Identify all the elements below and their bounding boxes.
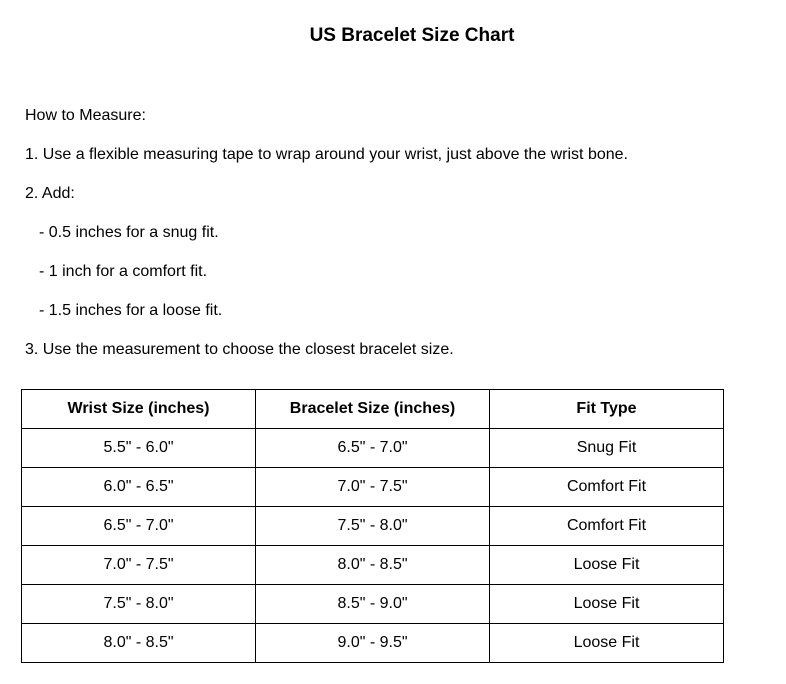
table-header-row: [22, 390, 724, 429]
fit-type-cell: Loose Fit: [490, 624, 724, 663]
add-item-comfort: - 1 inch for a comfort fit.: [39, 263, 208, 280]
fit-type-cell: Loose Fit: [490, 585, 724, 624]
bracelet-size-cell: 8.5" - 9.0": [256, 585, 490, 624]
table-row: [22, 429, 724, 468]
instruction-step-1: 1. Use a flexible measuring tape to wrap around your wrist, just above the wrist bone.: [25, 146, 628, 163]
column-header-bracelet-size: Bracelet Size (inches): [256, 390, 490, 429]
bracelet-size-table: [21, 389, 724, 663]
wrist-size-cell: 7.0" - 7.5": [22, 546, 256, 585]
fit-type-cell: Snug Fit: [490, 429, 724, 468]
wrist-size-cell: 5.5" - 6.0": [22, 429, 256, 468]
add-item-loose: - 1.5 inches for a loose fit.: [39, 302, 223, 319]
bracelet-size-cell: 9.0" - 9.5": [256, 624, 490, 663]
add-item-snug: - 0.5 inches for a snug fit.: [39, 224, 219, 241]
fit-type-cell: Comfort Fit: [490, 507, 724, 546]
instruction-step-2: 2. Add:: [25, 185, 75, 202]
wrist-size-cell: 8.0" - 8.5": [22, 624, 256, 663]
bracelet-size-cell: 7.5" - 8.0": [256, 507, 490, 546]
bracelet-size-cell: 6.5" - 7.0": [256, 429, 490, 468]
bracelet-size-cell: 8.0" - 8.5": [256, 546, 490, 585]
table-row: [22, 624, 724, 663]
measure-heading: How to Measure:: [25, 107, 146, 124]
column-header-wrist-size: Wrist Size (inches): [22, 390, 256, 429]
table-row: [22, 585, 724, 624]
page-title: US Bracelet Size Chart: [309, 25, 515, 46]
table-row: [22, 507, 724, 546]
wrist-size-cell: 6.5" - 7.0": [22, 507, 256, 546]
fit-type-cell: Loose Fit: [490, 546, 724, 585]
fit-type-cell: Comfort Fit: [490, 468, 724, 507]
table-row: [22, 546, 724, 585]
instruction-step-3: 3. Use the measurement to choose the closest bracelet size.: [25, 341, 454, 358]
table-row: [22, 468, 724, 507]
wrist-size-cell: 6.0" - 6.5": [22, 468, 256, 507]
column-header-fit-type: Fit Type: [490, 390, 724, 429]
bracelet-size-cell: 7.0" - 7.5": [256, 468, 490, 507]
wrist-size-cell: 7.5" - 8.0": [22, 585, 256, 624]
